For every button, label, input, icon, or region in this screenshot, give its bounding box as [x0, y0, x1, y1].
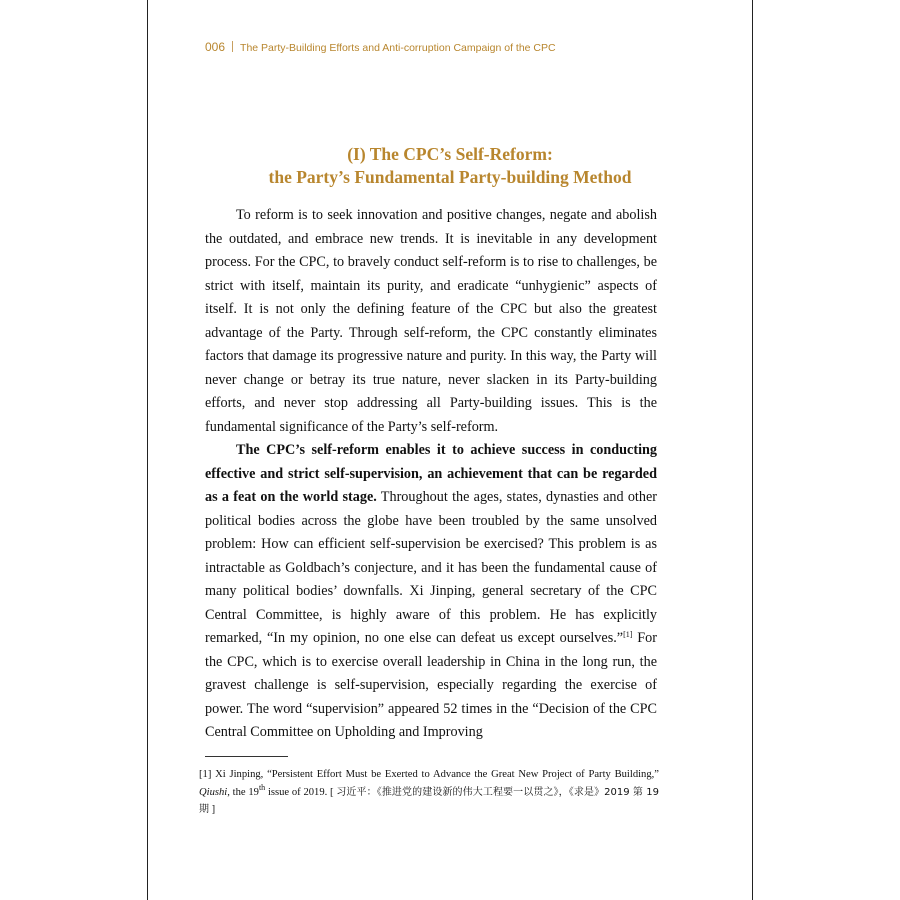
body-text	[205, 204, 657, 745]
paragraph-2-lead-bold: The CPC’s self-reform enables it to achieve success in conducting effective and strict self-supervision, an achievement that can be regarded as a feat on the world stage.	[205, 442, 657, 505]
section-title-line-1: (I) The CPC’s Self-Reform:	[347, 144, 553, 164]
footnote-text-a: Xi Jinping, “Persistent Effort Must be Exerted to Advance the Great New Project of Party Building,”	[211, 769, 659, 780]
paragraph-2-text-b: For the CPC, which is to exercise overall leadership in China in the long run, the gravest challenge is self-supervision, especially regarding the exercise of power. The word “supervision” appeared 52 times in the “Decision of the CPC Central Committee on Upholding and Improving	[205, 630, 657, 740]
footnote-ordinal: th	[258, 782, 266, 792]
footnote-reference[interactable]: [1]	[623, 630, 633, 639]
section-title-line-2: the Party’s Fundamental Party-building Method	[268, 167, 632, 187]
footnote-marker: [1]	[199, 769, 212, 780]
book-page	[147, 0, 753, 900]
footnote	[199, 766, 659, 819]
footnote-chinese-citation: 习近平：《推进党的建设新的伟大工程要一以贯之》，《求是》2019 第 19 期	[199, 786, 660, 815]
header-divider	[232, 41, 233, 52]
paragraph-2-text-a: Throughout the ages, states, dynasties and other political bodies across the globe have been troubled by the same unsolved problem: How can efficient self-supervision be exercised? This problem is as intractable as Goldbach’s conjecture, and it has been the fundamental cause of many political bodies’ downfalls. Xi Jinping, general secretary of the CPC Central Committee, is highly aware of this problem. He has explicitly remarked, “In my opinion, no one else can defeat us except ourselves.”	[205, 489, 657, 646]
paragraph-2	[205, 439, 657, 745]
running-header	[205, 40, 556, 54]
footnote-text-d: ]	[209, 804, 216, 815]
footnote-journal: Qiushi	[199, 786, 228, 798]
page-number: 006	[205, 40, 226, 54]
paragraph-1: To reform is to seek innovation and positive changes, negate and abolish the outdated, and embrace new trends. It is inevitable in any development process. For the CPC, to bravely conduct self-reform is to rise to challenges, be strict with itself, maintain its purity, and eradicate “unhygienic” aspects of itself. It is not only the defining feature of the CPC but also the greatest advantage of the Party. Through self-reform, the CPC constantly eliminates factors that damage its progressive nature and purity. In this way, the Party will never change or betray its true nature, never slacken in its Party-building efforts, and never stop addressing all Party-building issues. This is the fundamental significance of the Party’s self-reform.	[205, 207, 657, 435]
footnote-text-b: , the 19	[227, 786, 259, 798]
running-header-title: The Party-Building Efforts and Anti-corruption Campaign of the CPC	[240, 42, 556, 54]
footnote-text-c: issue of 2019. [	[265, 786, 337, 798]
footnote-divider	[205, 756, 288, 757]
